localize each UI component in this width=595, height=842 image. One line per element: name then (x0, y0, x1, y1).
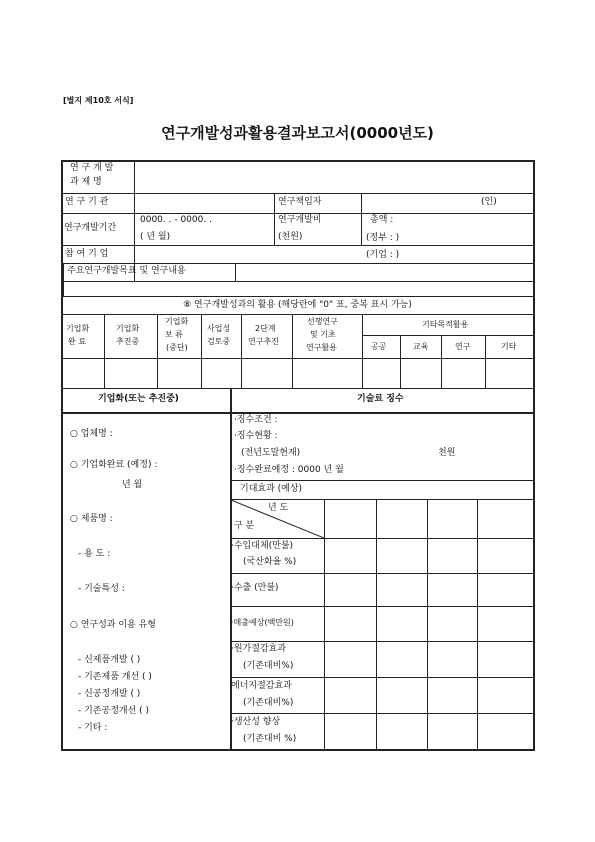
col-review-2: 검토중 (207, 337, 231, 346)
participant-field[interactable] (136, 247, 362, 262)
usage-cell-stage2[interactable] (242, 359, 291, 387)
division-header: 구 분 (234, 521, 255, 531)
other-col-public: 공공 (371, 342, 387, 351)
effect-label: 기대효과 (예상) (240, 484, 303, 494)
cost-label: 연구개발비 (278, 215, 322, 225)
usage-cell-research[interactable] (442, 359, 484, 387)
total-cost-field[interactable]: 총액 : (370, 215, 394, 225)
other-col-research: 연구 (455, 342, 471, 351)
cost-unit-label: (천원) (278, 232, 303, 242)
other-col-etc: 기타 (501, 342, 517, 351)
usage-cell-edu[interactable] (401, 359, 440, 387)
fee-condition[interactable]: ·징수조건 : (234, 415, 278, 425)
usage-cell-inprogress[interactable] (105, 359, 156, 387)
project-name-label-2: 과 제 명 (70, 177, 102, 187)
fee-unit: 천원 (438, 448, 456, 458)
row-import-sub: (국산화율 %) (243, 557, 297, 567)
period-label: 연구개발기간 (64, 223, 117, 233)
type-new-product[interactable]: - 신제품개발 ( ) (78, 655, 141, 665)
row-cost-label: ·원가절감효과 (231, 644, 287, 654)
col-prior-1: 선행연구 (307, 317, 338, 326)
org-label: 연 구 기 관 (65, 197, 109, 207)
fee-status-detail: (전년도말현재) (241, 448, 301, 458)
period-dates[interactable]: 0000. . - 0000. . (140, 215, 212, 225)
col-prior-2: 및 기초 (310, 330, 336, 339)
usage-cell-etc[interactable] (486, 359, 533, 387)
usage-cell-review[interactable] (202, 359, 240, 387)
feature-label[interactable]: - 기술특성 : (78, 584, 125, 594)
usage-cell-public[interactable] (363, 359, 399, 387)
company-name-label[interactable]: ○ 업체명 : (70, 429, 113, 439)
row-productivity-sub: (기존대비 %) (243, 734, 297, 744)
seal-label: (인) (481, 197, 497, 207)
row-cost-sub: (기존대비%) (243, 661, 294, 671)
usage-cell-hold[interactable] (158, 359, 200, 387)
row-sales-label: ·매출예상(백만원) (231, 618, 294, 627)
participant-label: 참 여 기 업 (65, 249, 109, 259)
project-name-label: 연 구 개 발 (70, 163, 114, 173)
fee-header: 기술료 징수 (357, 394, 404, 404)
form-label: [별지 제10호 서식] (63, 96, 134, 105)
row-export-label: ·수출 (만불) (231, 583, 279, 593)
project-name-field[interactable] (136, 162, 532, 192)
usage-cell-completed[interactable] (63, 359, 103, 387)
col-completed-2: 완 료 (68, 337, 86, 346)
manager-label: 연구책임자 (278, 197, 322, 207)
fee-status[interactable]: ·징수현황 : (234, 431, 278, 441)
usage-cell-prior[interactable] (293, 359, 361, 387)
row-energy-sub: (기존대비%) (243, 698, 294, 708)
org-field[interactable] (136, 195, 272, 212)
company-cost-field[interactable]: (기업 : ) (366, 250, 400, 260)
completion-date[interactable]: 년 월 (122, 480, 143, 490)
product-label[interactable]: ○ 제품명 : (70, 514, 113, 524)
page-title: 연구개발성과활용결과보고서(0000년도) (161, 124, 434, 142)
col-hold-1: 기업화 (165, 317, 189, 326)
col-inprogress-2: 추진중 (116, 337, 140, 346)
goal-content[interactable] (63, 282, 533, 295)
col-stage2-2: 연구추진 (248, 337, 279, 346)
period-duration[interactable]: ( 년 월) (140, 232, 171, 242)
manager-field[interactable] (362, 195, 474, 212)
col-inprogress-1: 기업화 (116, 324, 140, 333)
type-new-process[interactable]: - 신공정개발 ( ) (78, 689, 141, 699)
col-review-1: 사업성 (207, 324, 231, 333)
col-hold-3: (중단) (166, 343, 188, 352)
col-completed-1: 기업화 (66, 324, 90, 333)
type-improve-product[interactable]: - 기존제품 개선 ( ) (78, 672, 152, 682)
row-productivity-label: ·생산성 향상 (231, 717, 281, 727)
commercial-header: 기업화(또는 추진중) (98, 394, 179, 404)
other-purpose-header: 기타목적활용 (422, 320, 469, 329)
row-import-label: ·수입대체(만불) (231, 541, 294, 551)
row-energy-label: 에너지절감효과 (231, 681, 292, 691)
completion-label[interactable]: ○ 기업화완료 (예정) : (70, 460, 158, 470)
gov-cost-field[interactable]: (정부 : ) (366, 233, 400, 243)
goal-label: 주요연구개발목표 및 연구내용 (67, 266, 186, 276)
year-header: 년 도 (268, 503, 289, 513)
use-label[interactable]: - 용 도 : (78, 549, 111, 559)
usage-type-header: ○ 연구성과 이용 유형 (70, 620, 156, 630)
usage-header: ⑧ 연구개발성과의 활용 (해당란에 "0" 표, 중복 표시 가능) (183, 300, 412, 310)
fee-planned[interactable]: ·징수완료예정 : 0000 년 월 (234, 465, 344, 475)
col-stage2-1: 2단계 (255, 324, 276, 333)
type-other[interactable]: - 기타 : (78, 723, 108, 733)
type-improve-process[interactable]: - 기존공정개선 ( ) (78, 706, 150, 716)
col-hold-2: 보 류 (165, 330, 183, 339)
col-prior-3: 연구활용 (306, 343, 337, 352)
other-col-edu: 교육 (413, 342, 429, 351)
